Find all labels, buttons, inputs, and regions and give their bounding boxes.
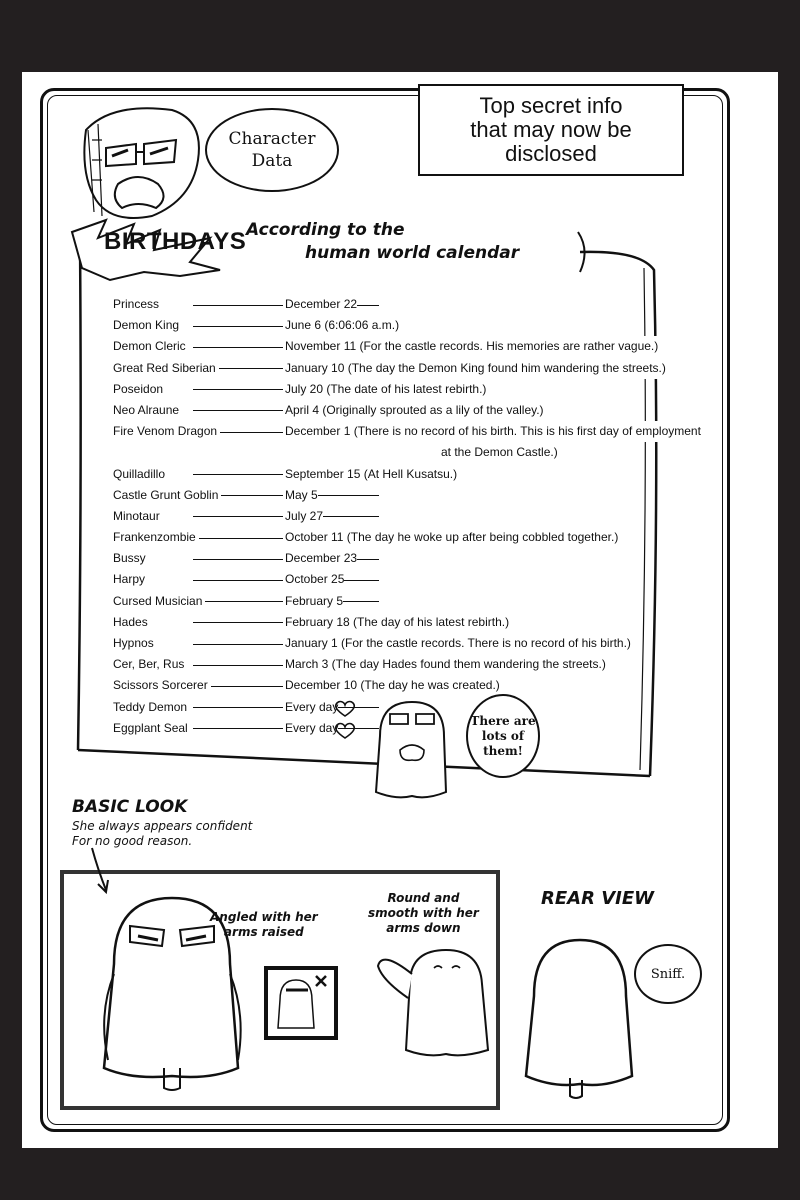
character-name: Bussy: [113, 548, 149, 569]
bubble-line: lots of: [481, 728, 525, 743]
secret-line: that may now be: [470, 117, 632, 142]
small-ghost-character: [366, 696, 456, 806]
character-name: Cursed Musician: [113, 591, 205, 612]
birthday-date: February 5: [283, 591, 343, 612]
birthday-date: November 11 (For the castle records. His memories are rather vague.): [283, 336, 658, 357]
birthday-row: [113, 315, 653, 336]
bubble-line: Data: [251, 151, 293, 171]
note-line: Round and: [387, 891, 460, 905]
birthday-date: Every day: [283, 697, 338, 718]
birthday-date: March 3 (The day Hades found them wandering the streets.): [283, 654, 606, 675]
calendar-subtitle-line2: human world calendar: [305, 243, 520, 263]
character-name: Poseidon: [113, 379, 166, 400]
round-note: [368, 891, 479, 936]
birthday-row: [113, 548, 653, 569]
character-name: Princess: [113, 294, 162, 315]
birthday-row: [113, 675, 653, 696]
birthday-date: Every day: [283, 718, 338, 739]
character-name: Cer, Ber, Rus: [113, 654, 187, 675]
character-name: Fire Venom Dragon: [113, 421, 220, 442]
birthday-date: July 20 (The date of his latest rebirth.): [283, 379, 486, 400]
lots-of-them-bubble: [466, 694, 540, 778]
secret-line: disclosed: [505, 141, 597, 166]
character-name: Hades: [113, 612, 151, 633]
wrong-example-inset: [264, 966, 338, 1040]
heart-icon: [334, 722, 356, 740]
birthday-date: December 10 (The day he was created.): [283, 675, 500, 696]
birthday-date: January 10 (The day the Demon King found him wandering the streets.): [283, 358, 666, 379]
birthday-date: May 5: [283, 485, 318, 506]
birthday-row: [113, 485, 653, 506]
character-name: Minotaur: [113, 506, 163, 527]
birthday-date: April 4 (Originally sprouted as a lily of the valley.): [283, 400, 544, 421]
birthdays-title: BIRTHDAYS: [104, 228, 247, 255]
birthday-date: July 27: [283, 506, 323, 527]
basic-look-title: BASIC LOOK: [72, 797, 188, 817]
bubble-line: There are: [470, 713, 536, 728]
birthday-date: at the Demon Castle.): [439, 442, 558, 463]
rear-view-title: REAR VIEW: [541, 888, 654, 909]
bubble-line: Character: [228, 129, 316, 149]
note-line: arms raised: [223, 925, 304, 939]
birthday-date: September 15 (At Hell Kusatsu.): [283, 464, 457, 485]
character-name: Teddy Demon: [113, 697, 190, 718]
calendar-subtitle-line1: According to the: [246, 220, 405, 240]
birthday-row: [113, 527, 653, 548]
character-name: Harpy: [113, 569, 148, 590]
birthday-row: [113, 358, 666, 379]
character-name: Demon Cleric: [113, 336, 189, 357]
sniff-bubble: [634, 944, 702, 1004]
birthday-row: [113, 569, 653, 590]
birthday-list: [113, 294, 701, 739]
birthday-date: October 11 (The day he woke up after being cobbled together.): [283, 527, 618, 548]
character-name: Hypnos: [113, 633, 157, 654]
ghost-character-waving: [372, 940, 502, 1060]
secret-line: Top secret info: [479, 93, 623, 118]
character-name: Neo Alraune: [113, 400, 182, 421]
angled-note: [210, 910, 318, 940]
birthday-date: December 22: [283, 294, 357, 315]
ghost-character-rear: [514, 926, 644, 1106]
birthday-date: December 23: [283, 548, 357, 569]
note-line: arms down: [386, 921, 461, 935]
bubble-line: them!: [483, 743, 523, 758]
birthday-row: [113, 591, 653, 612]
birthday-date: June 6 (6:06:06 a.m.): [283, 315, 399, 336]
birthday-row: [113, 464, 653, 485]
birthday-row: [113, 506, 653, 527]
subtitle-line: She always appears confident: [72, 819, 253, 833]
note-line: Angled with her: [210, 910, 318, 924]
birthday-date: December 1 (There is no record of his birth. This is his first day of employment: [283, 421, 701, 442]
birthday-row: [113, 633, 653, 654]
top-secret-sign: [418, 84, 684, 176]
character-name: Great Red Siberian: [113, 358, 219, 379]
birthday-date: February 18 (The day of his latest rebirth.): [283, 612, 509, 633]
birthday-row: [113, 379, 653, 400]
character-name: Demon King: [113, 315, 182, 336]
basic-look-subtitle: [72, 819, 252, 849]
birthday-row-continued: [113, 442, 653, 463]
character-name: Eggplant Seal: [113, 718, 191, 739]
birthday-date: October 25: [283, 569, 344, 590]
character-name: Scissors Sorcerer: [113, 675, 211, 696]
heart-icon: [334, 700, 356, 718]
subtitle-line: For no good reason.: [72, 834, 193, 848]
character-name: Castle Grunt Goblin: [113, 485, 221, 506]
character-name: Quilladillo: [113, 464, 168, 485]
birthday-row: [113, 336, 659, 357]
birthday-row: [113, 654, 653, 675]
birthday-date: January 1 (For the castle records. There is no record of his birth.): [283, 633, 631, 654]
birthday-row: [113, 612, 653, 633]
birthday-row: [113, 400, 653, 421]
character-name: Frankenzombie: [113, 527, 199, 548]
birthday-row: [113, 421, 701, 442]
sniff-text: Sniff.: [650, 966, 686, 982]
character-data-bubble: [205, 108, 339, 192]
note-line: smooth with her: [368, 906, 479, 920]
birthday-row: [113, 294, 653, 315]
